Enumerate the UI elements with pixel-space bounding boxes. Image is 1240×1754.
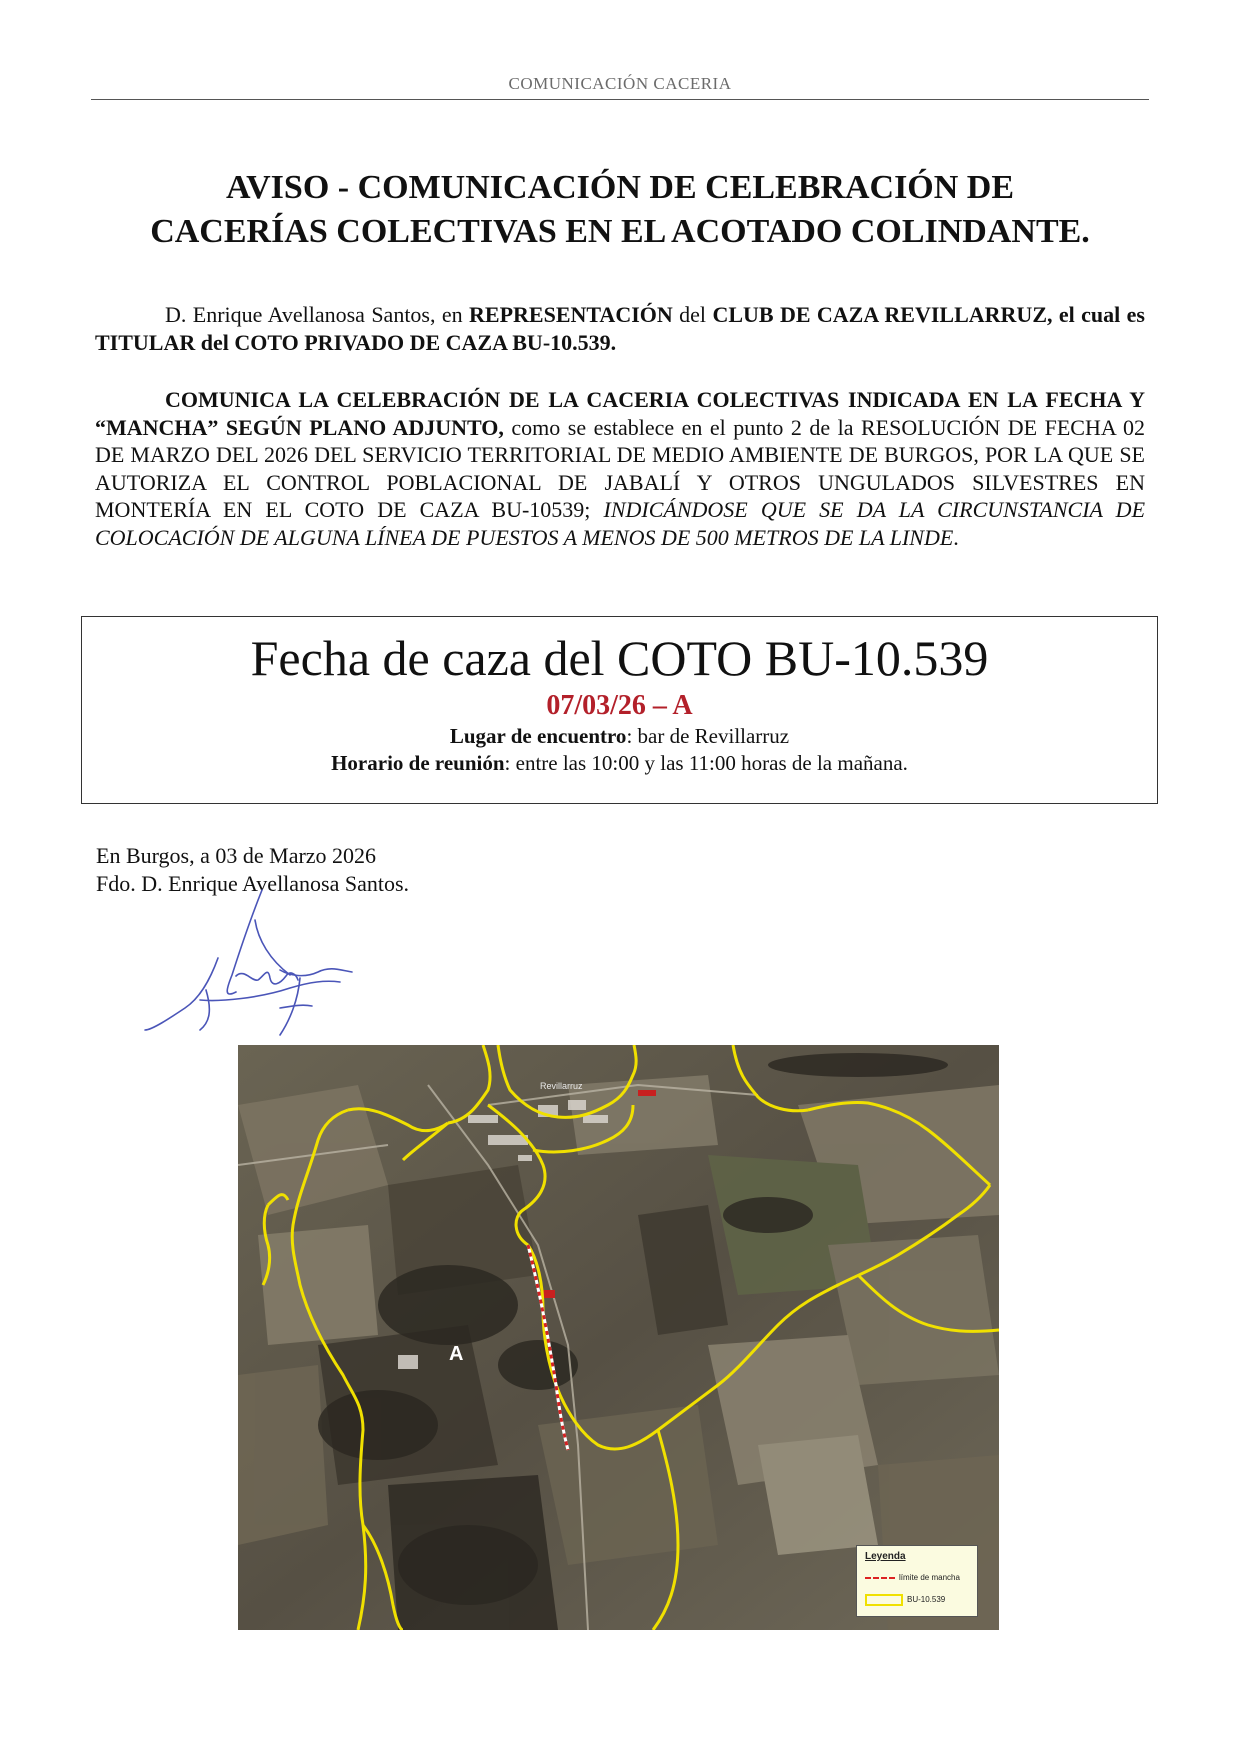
representation-paragraph bbox=[95, 301, 1145, 356]
hunt-date: 07/03/26 – A bbox=[546, 690, 693, 721]
zone-letter-label: A bbox=[449, 1343, 464, 1365]
p2-bold-1: COMUNICA LA CELEBRACIÓN DE LA CACERIA COLECTIVAS INDICADA EN LA FECHA Y “MANCHA” SEGÚN PLANO ADJUNTO, bbox=[95, 387, 1145, 440]
communication-paragraph bbox=[95, 386, 1145, 551]
header-rule bbox=[91, 99, 1149, 100]
legend-title: Leyenda bbox=[865, 1551, 906, 1562]
p2-italic-1: INDICÁNDOSE QUE SE DA LA CIRCUNSTANCIA DE COLOCACIÓN DE ALGUNA LÍNEA DE PUESTOS A MENOS DE 500 METROS DE LA LINDE bbox=[95, 497, 1146, 550]
hunt-box-title: Fecha de caza del COTO BU-10.539 bbox=[250, 630, 989, 686]
document-title-line-1: AVISO - COMUNICACIÓN DE CELEBRACIÓN DE bbox=[225, 169, 1015, 206]
legend-item-mancha-limit-label: límite de mancha bbox=[899, 1573, 960, 1582]
meeting-place-value: : bar de Revillarruz bbox=[626, 724, 790, 748]
hunting-area-map bbox=[238, 1045, 999, 1630]
meeting-schedule-label: Horario de reunión bbox=[331, 751, 505, 775]
p2-text-2: . bbox=[953, 524, 959, 550]
legend-item-coto-boundary bbox=[865, 1594, 945, 1606]
p1-bold-1: REPRESENTACIÓN bbox=[469, 302, 673, 327]
satellite-map-graphic bbox=[238, 1045, 999, 1630]
legend-item-coto-boundary-label: BU-10.539 bbox=[907, 1595, 946, 1605]
meeting-place-label: Lugar de encuentro bbox=[449, 724, 627, 748]
running-header: COMUNICACIÓN CACERIA bbox=[508, 74, 732, 93]
meeting-schedule bbox=[82, 750, 1157, 777]
p2-text-1: como se establece en el punto 2 de la RESOLUCIÓN DE FECHA 02 DE MARZO DEL 2026 DEL SERVICIO TERRITORIAL DE MEDIO AMBIENTE DE BURGOS, POR LA QUE SE AUTORIZA EL CONTROL POBLACIONAL DE JABALÍ Y OTROS UNGULADOS SILVESTRES EN MONTERÍA EN EL COTO DE CAZA BU-10539; bbox=[95, 414, 1145, 522]
p1-bold-2: CLUB DE CAZA REVILLARRUZ, el cual es TITULAR del COTO PRIVADO DE CAZA BU-10.539. bbox=[95, 302, 1145, 355]
place-and-date: En Burgos, a 03 de Marzo 2026 bbox=[96, 843, 377, 868]
hunt-date-box bbox=[81, 616, 1158, 804]
yellow-box-swatch-icon bbox=[865, 1594, 903, 1606]
document-title-line-2: CACERÍAS COLECTIVAS EN EL ACOTADO COLINDANTE. bbox=[150, 213, 1090, 250]
signature-image bbox=[140, 880, 380, 1050]
p1-text-1: D. Enrique Avellanosa Santos, en bbox=[165, 302, 470, 327]
meeting-schedule-value: : entre las 10:00 y las 11:00 horas de la mañana. bbox=[504, 751, 908, 775]
p1-text-2: del bbox=[672, 302, 713, 327]
legend-item-mancha-limit bbox=[865, 1573, 960, 1583]
dashed-line-swatch-icon bbox=[865, 1577, 895, 1579]
document-title bbox=[91, 166, 1149, 254]
meeting-place bbox=[82, 723, 1157, 750]
map-legend bbox=[856, 1545, 978, 1617]
signed-by: Fdo. D. Enrique Avellanosa Santos. bbox=[96, 871, 410, 896]
village-label: Revillarruz bbox=[540, 1081, 583, 1091]
